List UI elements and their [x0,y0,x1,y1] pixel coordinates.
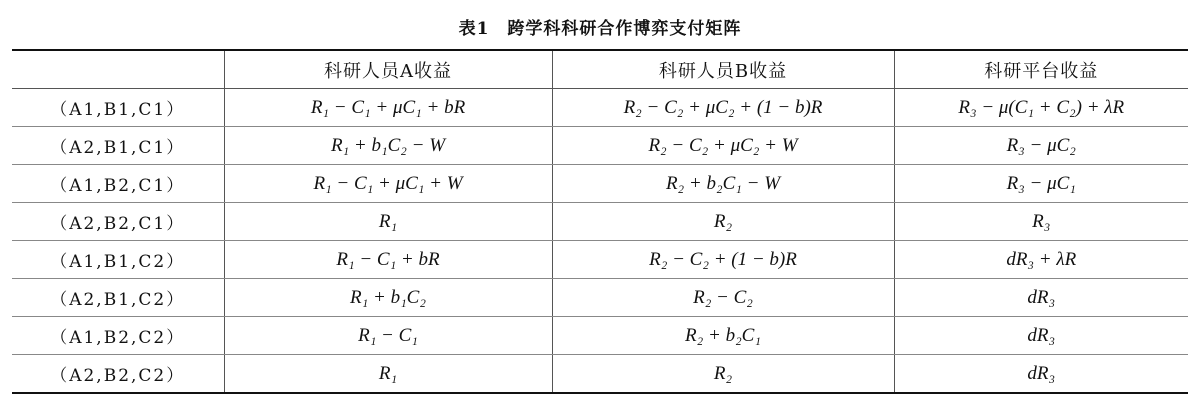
payoff-platform-cell: dR₃ [894,317,1188,355]
table-caption [0,14,1200,39]
payoff-a-cell: R₁ + b₁C₂ − W [224,127,552,165]
payoff-a-cell: R₁ − C₁ + bR [224,241,552,279]
payoff-b-cell: R₂ − C₂ [552,279,894,317]
payoff-b-cell: R₂ + b₂C₁ [552,317,894,355]
payoff-b-cell: R₂ [552,203,894,241]
strategy-cell: （A1,B2,C2） [12,317,224,355]
payoff-b-cell: R₂ − C₂ + μC₂ + W [552,127,894,165]
strategy-cell: （A2,B2,C2） [12,355,224,394]
payoff-matrix-table [12,49,1188,394]
payoff-a-cell: R₁ − C₁ + μC₁ + W [224,165,552,203]
payoff-a-cell: R₁ [224,203,552,241]
strategy-cell: （A1,B2,C1） [12,165,224,203]
strategy-cell: （A2,B2,C1） [12,203,224,241]
caption-number: 表1 [458,19,490,39]
header-platform-payoff: 科研平台收益 [894,50,1188,89]
header-row [12,50,1188,89]
payoff-b-cell: R₂ − C₂ + μC₂ + (1 − b)R [552,89,894,127]
header-researcher-a-payoff: 科研人员A收益 [224,50,552,89]
payoff-platform-cell: R₃ − μ(C₁ + C₂) + λR [894,89,1188,127]
table-row [12,355,1188,394]
strategy-cell: （A2,B1,C1） [12,127,224,165]
payoff-platform-cell: R₃ − μC₁ [894,165,1188,203]
table-row [12,241,1188,279]
strategy-cell: （A1,B1,C2） [12,241,224,279]
caption-title: 跨学科科研合作博弈支付矩阵 [507,19,742,39]
payoff-a-cell: R₁ + b₁C₂ [224,279,552,317]
payoff-a-cell: R₁ − C₁ [224,317,552,355]
payoff-platform-cell: dR₃ [894,355,1188,394]
payoff-platform-cell: R₃ [894,203,1188,241]
table-row [12,279,1188,317]
table-row [12,127,1188,165]
table-row [12,203,1188,241]
payoff-platform-cell: R₃ − μC₂ [894,127,1188,165]
table-row [12,317,1188,355]
strategy-cell: （A1,B1,C1） [12,89,224,127]
payoff-b-cell: R₂ − C₂ + (1 − b)R [552,241,894,279]
payoff-platform-cell: dR₃ [894,279,1188,317]
header-strategy [12,50,224,89]
payoff-a-cell: R₁ [224,355,552,394]
header-researcher-b-payoff: 科研人员B收益 [552,50,894,89]
payoff-platform-cell: dR₃ + λR [894,241,1188,279]
payoff-b-cell: R₂ + b₂C₁ − W [552,165,894,203]
payoff-a-cell: R₁ − C₁ + μC₁ + bR [224,89,552,127]
payoff-b-cell: R₂ [552,355,894,394]
table-row [12,165,1188,203]
table-row [12,89,1188,127]
strategy-cell: （A2,B1,C2） [12,279,224,317]
